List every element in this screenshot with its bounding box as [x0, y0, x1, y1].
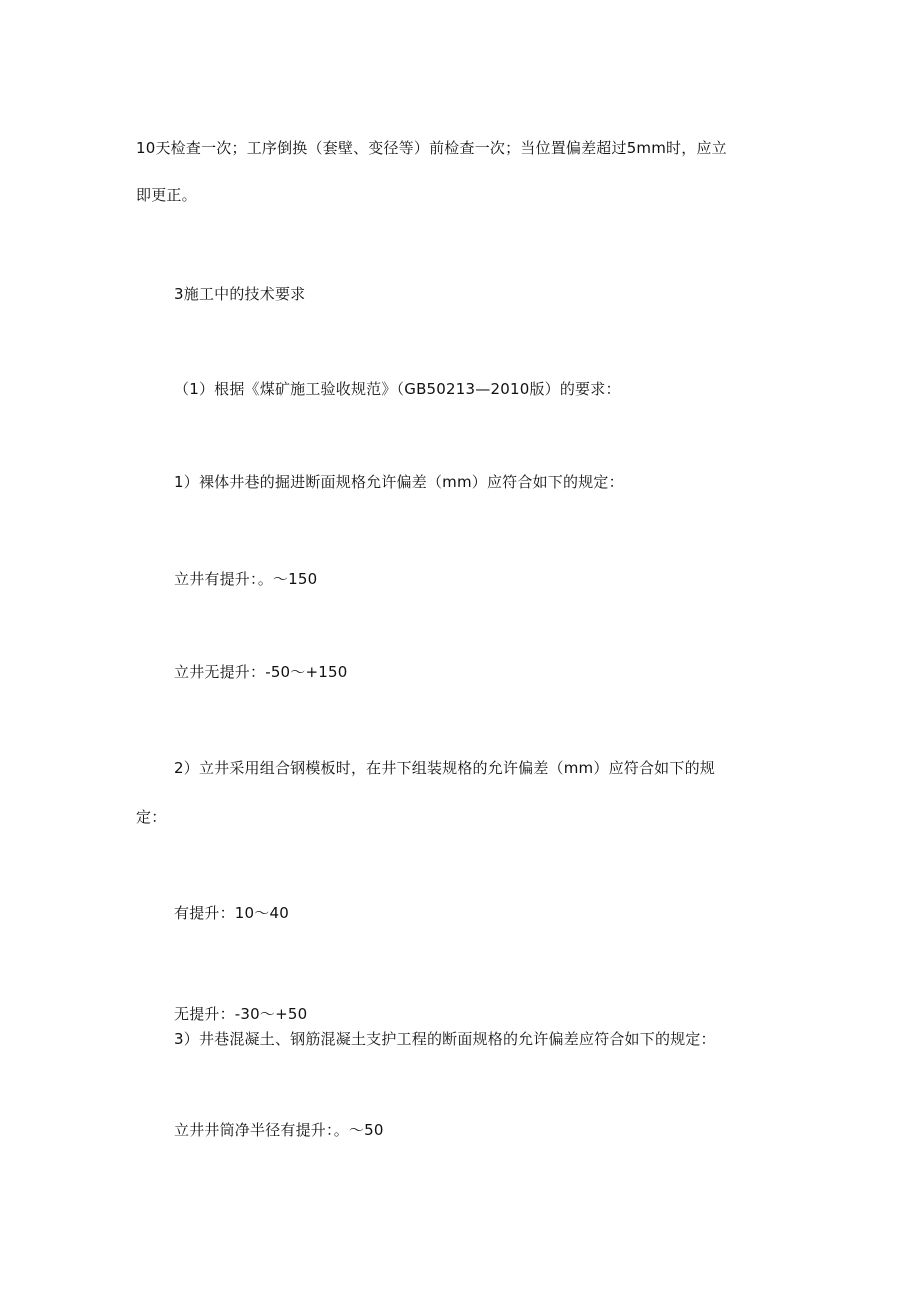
paragraph-line: 即更正。: [136, 186, 197, 204]
value-line: 立井无提升：-50～+150: [174, 663, 348, 681]
paragraph-line: 10天检查一次；工序倒换（套壁、变径等）前检查一次；当位置偏差超过5mm时，应立: [136, 139, 727, 157]
list-item: 3）井巷混凝土、钢筋混凝土支护工程的断面规格的允许偏差应符合如下的规定：: [174, 1030, 716, 1048]
list-item: 2）立井采用组合钢模板时，在井下组装规格的允许偏差（mm）应符合如下的规: [174, 759, 715, 777]
value-line: 立井有提升：。～150: [174, 570, 318, 588]
requirement-intro: （1）根据《煤矿施工验收规范》（GB50213—2010版）的要求：: [174, 380, 621, 398]
value-line: 无提升：-30～+50: [174, 1005, 308, 1023]
paragraph-line: 定：: [136, 808, 167, 826]
section-heading: 3施工中的技术要求: [174, 285, 306, 303]
list-item: 1）裸体井巷的掘进断面规格允许偏差（mm）应符合如下的规定：: [174, 473, 624, 491]
value-line: 有提升：10～40: [174, 904, 289, 922]
value-line: 立井井筒净半径有提升：。～50: [174, 1121, 384, 1139]
